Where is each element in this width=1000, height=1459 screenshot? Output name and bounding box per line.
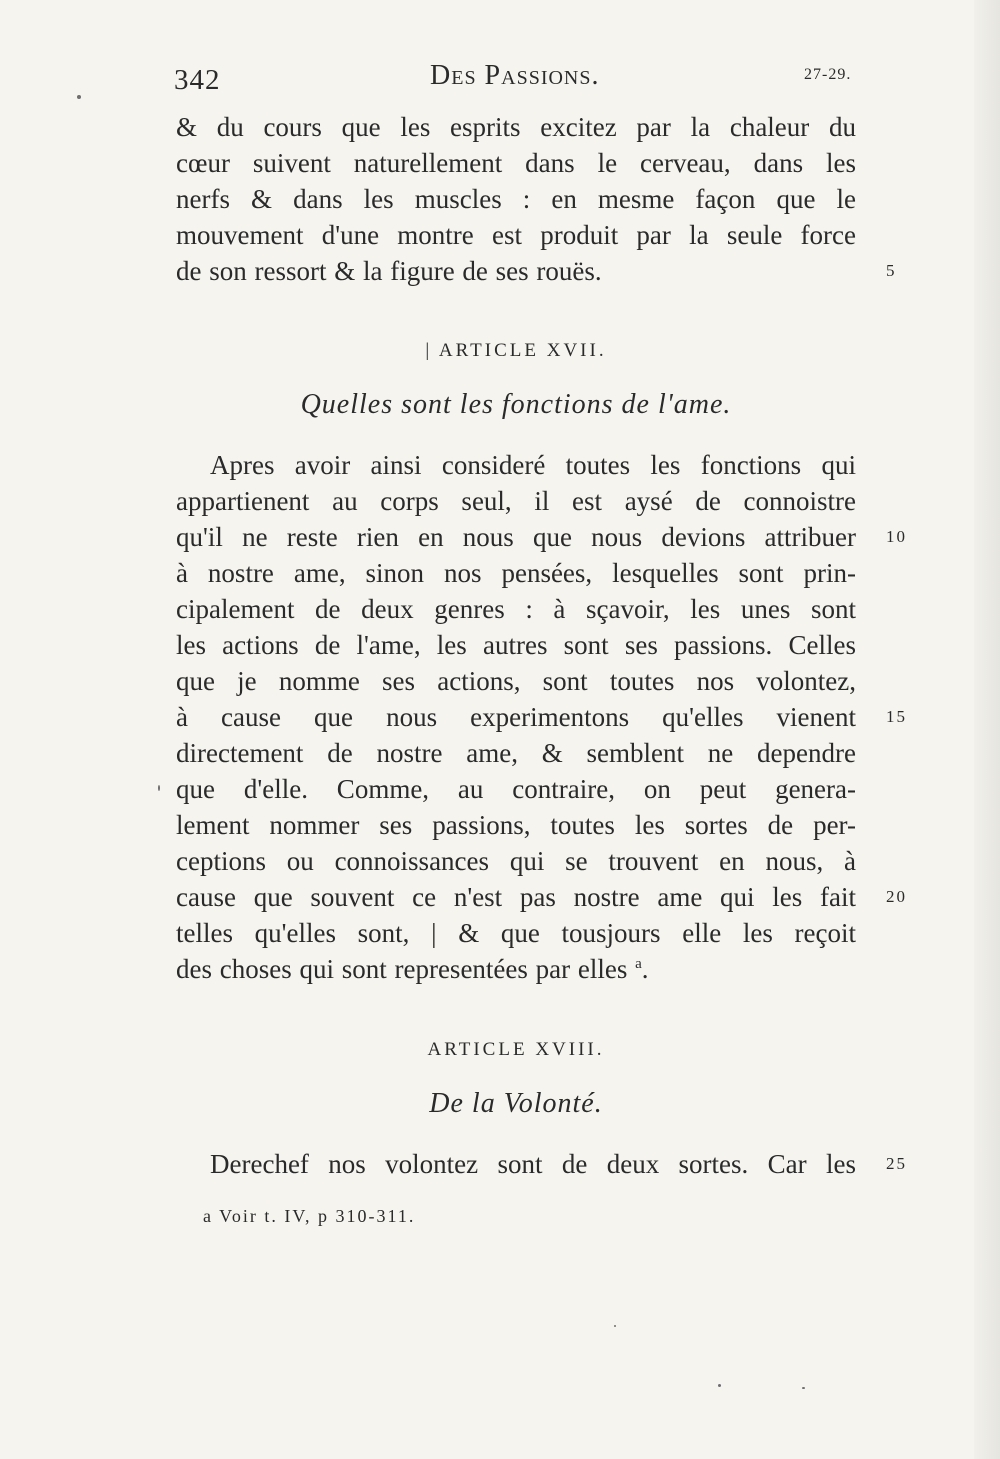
line-number: 15 <box>886 707 907 726</box>
sentence-end: . <box>641 954 649 984</box>
article-heading: | ARTICLE XVII. <box>425 340 607 361</box>
text-line: cœur suivent naturellement dans le cerveau, dans les <box>176 148 856 178</box>
text-line: ceptions ou connoissances qui se trouvent en nous, à <box>176 846 856 876</box>
reference-pages: 27-29. <box>804 66 852 83</box>
paper-speck <box>614 1325 616 1327</box>
article-heading: ARTICLE XVIII. <box>427 1039 605 1060</box>
text-line: que d'elle. Comme, au contraire, on peut genera- <box>176 774 856 804</box>
page-edge-shadow <box>974 0 1000 1459</box>
text-line: cause que souvent ce n'est pas nostre ame qui les fait <box>176 882 856 912</box>
paper-speck <box>718 1384 721 1387</box>
line-number: 25 <box>886 1154 907 1173</box>
line-number: 5 <box>886 261 897 280</box>
text-line: à cause que nous experimentons qu'elles vienent <box>176 702 856 732</box>
text-line: les actions de l'ame, les autres sont ses passions. Celles <box>176 630 856 660</box>
line-number: 10 <box>886 527 907 546</box>
paper-speck <box>802 1387 805 1389</box>
text-line: Derechef nos volontez sont de deux sortes. Car les <box>210 1149 856 1179</box>
paragraph-continuation <box>176 109 856 289</box>
text-line: cipalement de deux genres : à sçavoir, les unes sont <box>176 594 856 624</box>
article-title: De la Volonté. <box>429 1088 603 1119</box>
article-title: Quelles sont les fonctions de l'ame. <box>300 389 732 420</box>
text-line: appartienent au corps seul, il est aysé de connoistre <box>176 486 856 516</box>
line-number: 20 <box>886 887 907 906</box>
text-line: & du cours que les esprits excitez par la chaleur du <box>176 112 856 142</box>
article-body <box>176 1146 856 1182</box>
text-line: nerfs & dans les muscles : en mesme façon que le <box>176 184 856 214</box>
text-line: à nostre ame, sinon nos pensées, lesquelles sont prin- <box>176 558 856 588</box>
footnote: a Voir t. IV, p 310-311. <box>203 1206 416 1226</box>
text-line: que je nomme ses actions, sont toutes nos volontez, <box>176 666 856 696</box>
text-line-content: des choses qui sont representées par elles <box>176 954 628 984</box>
text-line <box>176 951 856 987</box>
page-number: 342 <box>174 64 221 96</box>
text-line: de son ressort & la figure de ses rouës. <box>176 256 602 286</box>
text-line: mouvement d'une montre est produit par la seule force <box>176 220 856 250</box>
text-line: telles qu'elles sont, | & que tousjours elle les reçoit <box>176 918 856 948</box>
text-line: qu'il ne reste rien en nous que nous devions attribuer <box>176 522 856 552</box>
paper-speck <box>158 785 160 791</box>
text-line: lement nommer ses passions, toutes les sortes de per- <box>176 810 856 840</box>
article-body <box>176 447 856 987</box>
paper-speck <box>77 95 81 99</box>
text-line: directement de nostre ame, & semblent ne dependre <box>176 738 856 768</box>
text-line: Apres avoir ainsi consideré toutes les fonctions qui <box>210 450 856 480</box>
footnote-marker: a <box>635 956 642 972</box>
page-header <box>0 0 1000 100</box>
running-head: Des Passions. <box>430 60 600 91</box>
